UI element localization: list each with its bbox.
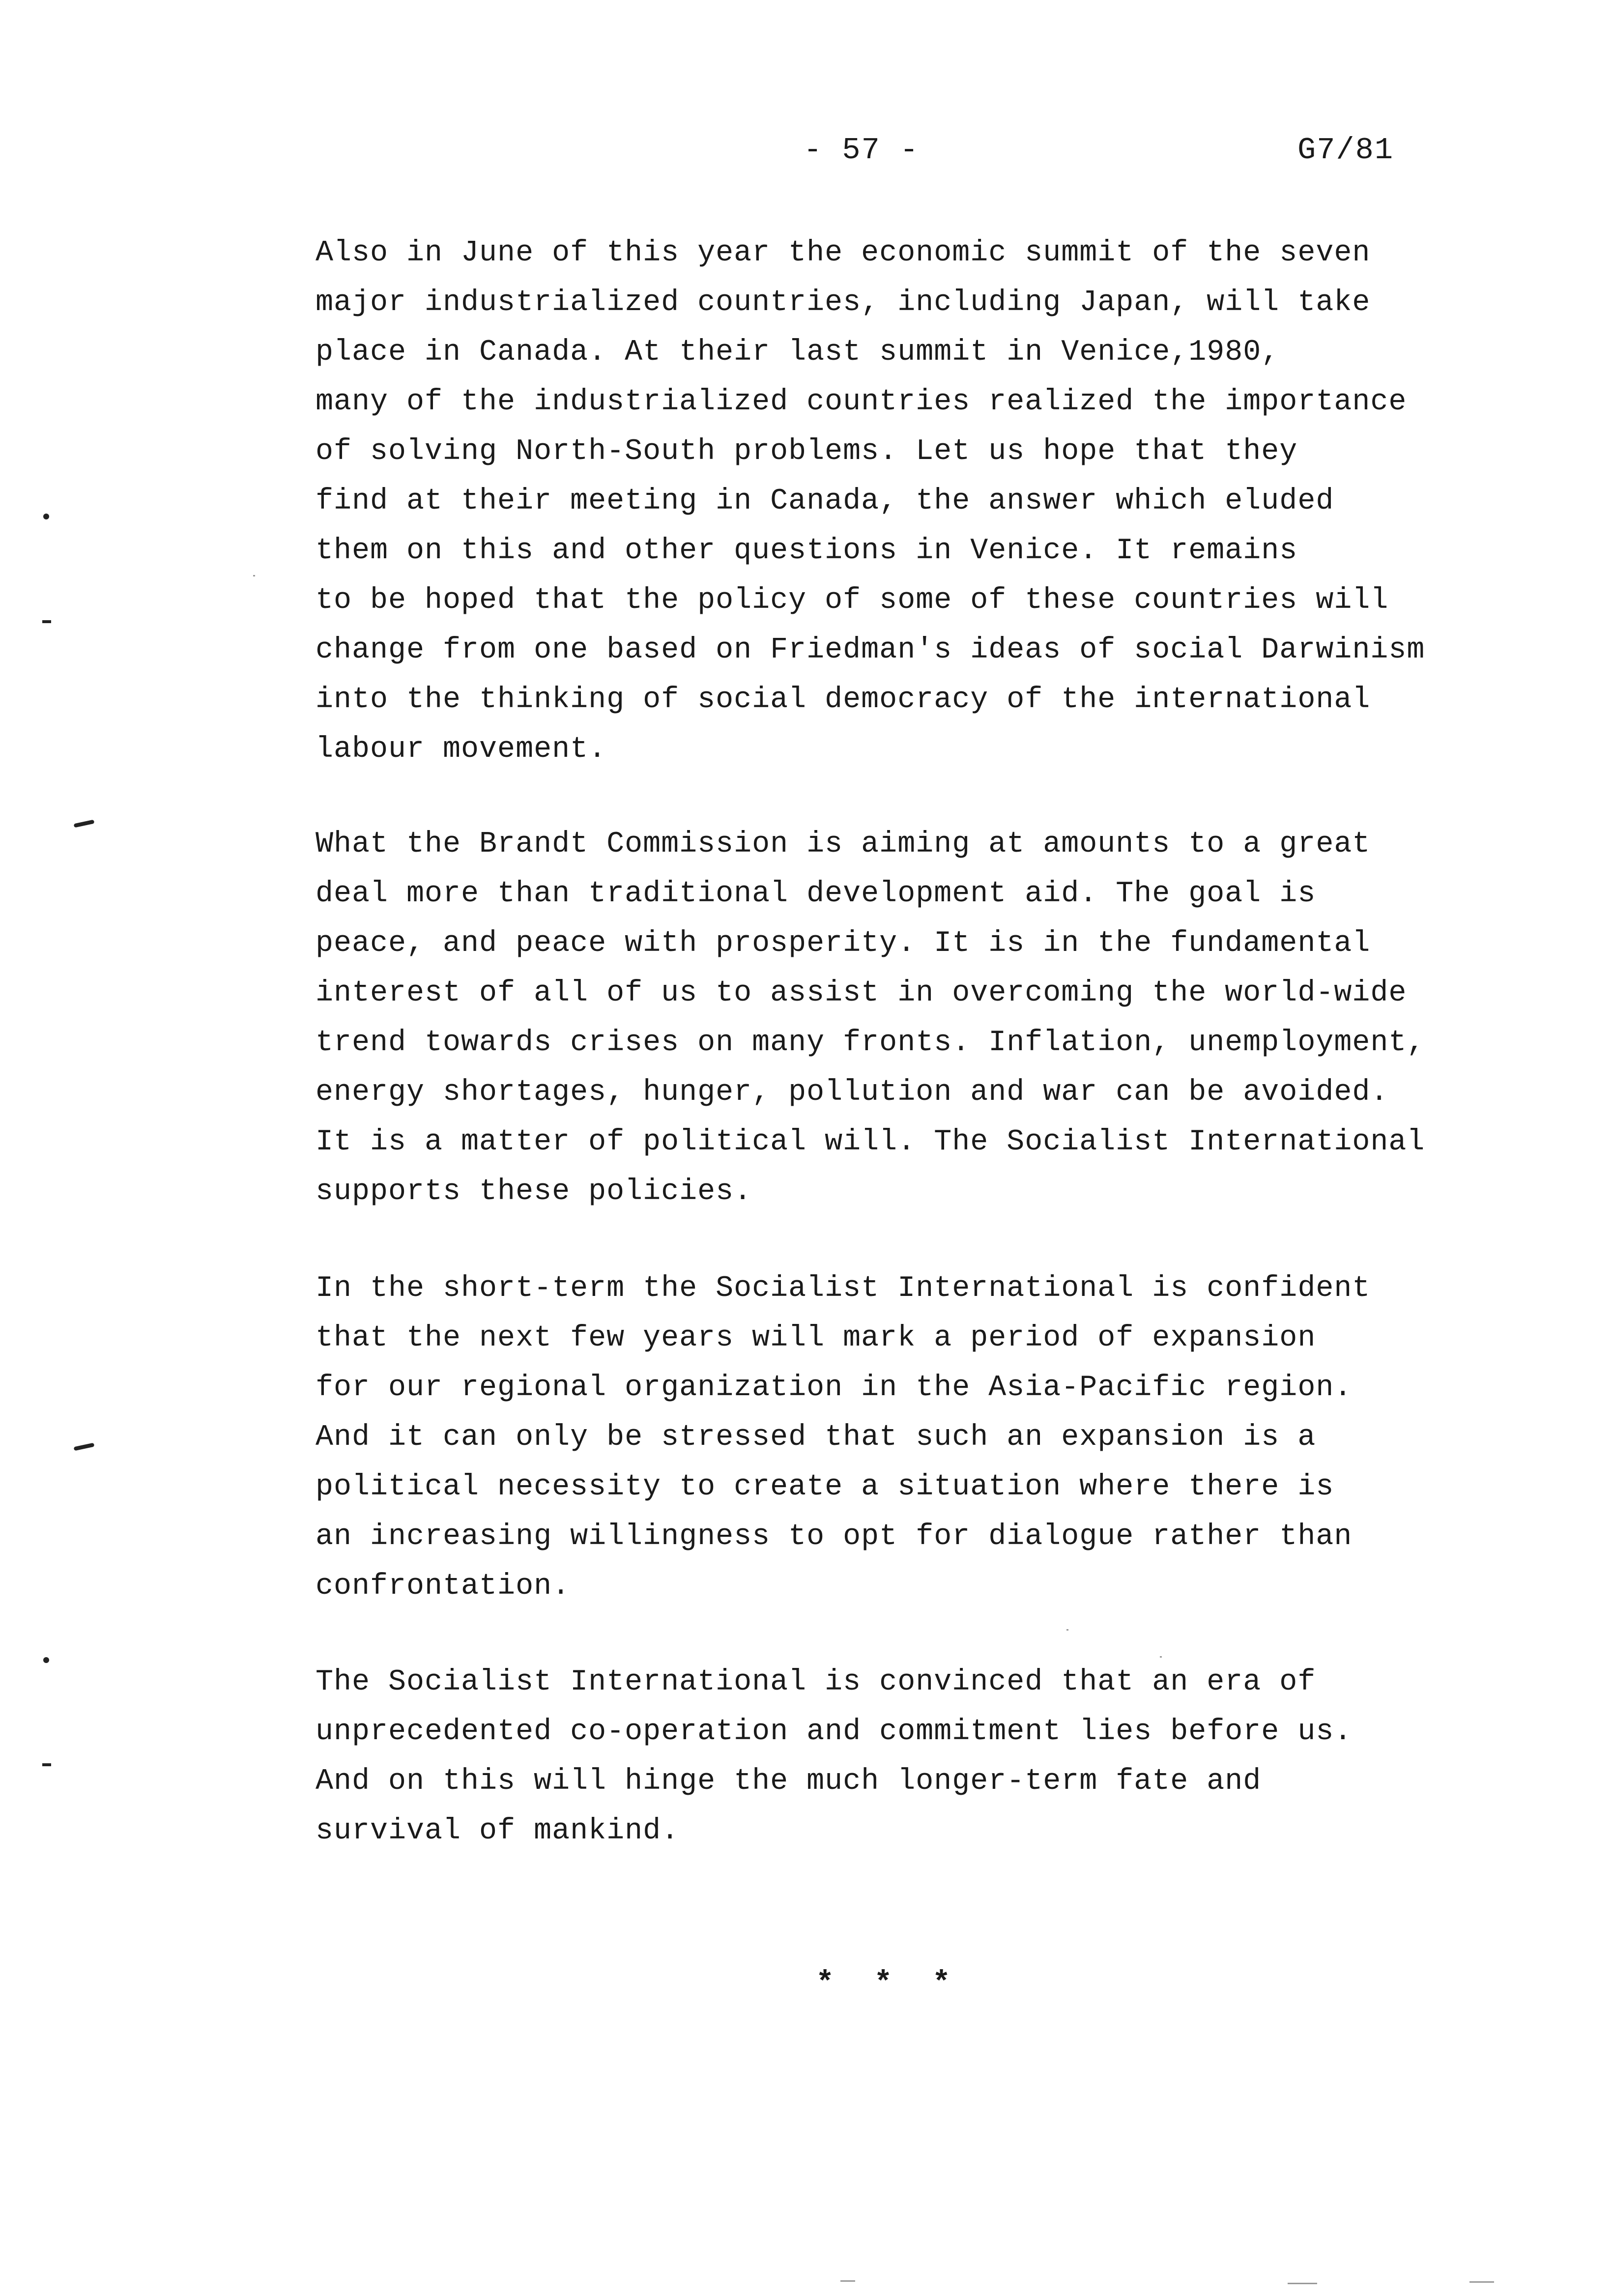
margin-dot-mark: [43, 514, 49, 519]
text-line: of solving North-South problems. Let us hope that they: [316, 435, 1298, 468]
scan-speck: [1288, 2283, 1317, 2284]
text-line: many of the industrialized countries realized the importance: [316, 385, 1407, 419]
paragraph-short-term: [316, 1264, 1544, 1611]
text-line: change from one based on Friedman's ideas of social Darwinism: [316, 633, 1425, 667]
text-line: And on this will hinge the much longer-term fate and: [316, 1765, 1262, 1798]
text-line: In the short-term the Socialist International is confident: [316, 1272, 1371, 1305]
margin-dot-mark: [43, 1657, 49, 1663]
scan-speck: [840, 2280, 855, 2282]
scan-speck: [253, 575, 255, 576]
text-line: supports these policies.: [316, 1175, 752, 1208]
scan-speck: [1160, 1656, 1162, 1658]
paragraph-conclusion: [316, 1658, 1544, 1856]
text-line: trend towards crises on many fronts. Inflation, unemployment,: [316, 1026, 1425, 1060]
text-line: place in Canada. At their last summit in Venice,1980,: [316, 336, 1280, 369]
scan-speck: [1469, 2281, 1494, 2283]
text-line: major industrialized countries, including Japan, will take: [316, 286, 1371, 319]
text-line: an increasing willingness to opt for dialogue rather than: [316, 1520, 1353, 1553]
margin-dash-mark: [42, 1763, 51, 1766]
text-line: labour movement.: [316, 733, 607, 766]
page-header: [0, 133, 1612, 172]
text-line: It is a matter of political will. The Socialist International: [316, 1125, 1425, 1159]
text-line: confrontation.: [316, 1570, 571, 1603]
margin-hook-mark: [74, 820, 95, 828]
text-line: The Socialist International is convinced that an era of: [316, 1665, 1316, 1699]
text-line: Also in June of this year the economic summit of the seven: [316, 236, 1371, 270]
paragraph-brandt-commission: [316, 820, 1544, 1217]
scan-speck: [1066, 1629, 1068, 1631]
text-line: political necessity to create a situation where there is: [316, 1470, 1334, 1504]
paragraph-economic-summit: [316, 229, 1544, 775]
margin-hook-mark: [74, 1443, 95, 1451]
text-line: find at their meeting in Canada, the answer which eluded: [316, 485, 1334, 518]
text-line: What the Brandt Commission is aiming at amounts to a great: [316, 828, 1371, 861]
margin-dash-mark: [42, 620, 51, 623]
text-line: deal more than traditional development aid. The goal is: [316, 877, 1316, 911]
text-line: into the thinking of social democracy of the international: [316, 683, 1371, 717]
text-line: them on this and other questions in Venice. It remains: [316, 534, 1298, 568]
text-line: energy shortages, hunger, pollution and war can be avoided.: [316, 1076, 1389, 1109]
text-line: unprecedented co-operation and commitment lies before us.: [316, 1715, 1353, 1749]
document-code: G7/81: [1297, 133, 1394, 168]
text-line: survival of mankind.: [316, 1814, 680, 1848]
text-line: interest of all of us to assist in overcoming the world-wide: [316, 976, 1407, 1010]
text-line: peace, and peace with prosperity. It is in the fundamental: [316, 927, 1371, 960]
end-of-section-mark: * * *: [816, 1966, 962, 2001]
text-line: And it can only be stressed that such an expansion is a: [316, 1421, 1316, 1454]
page-number: - 57 -: [804, 133, 920, 168]
text-line: for our regional organization in the Asia-Pacific region.: [316, 1371, 1353, 1405]
text-line: that the next few years will mark a period of expansion: [316, 1321, 1316, 1355]
text-line: to be hoped that the policy of some of these countries will: [316, 584, 1389, 617]
